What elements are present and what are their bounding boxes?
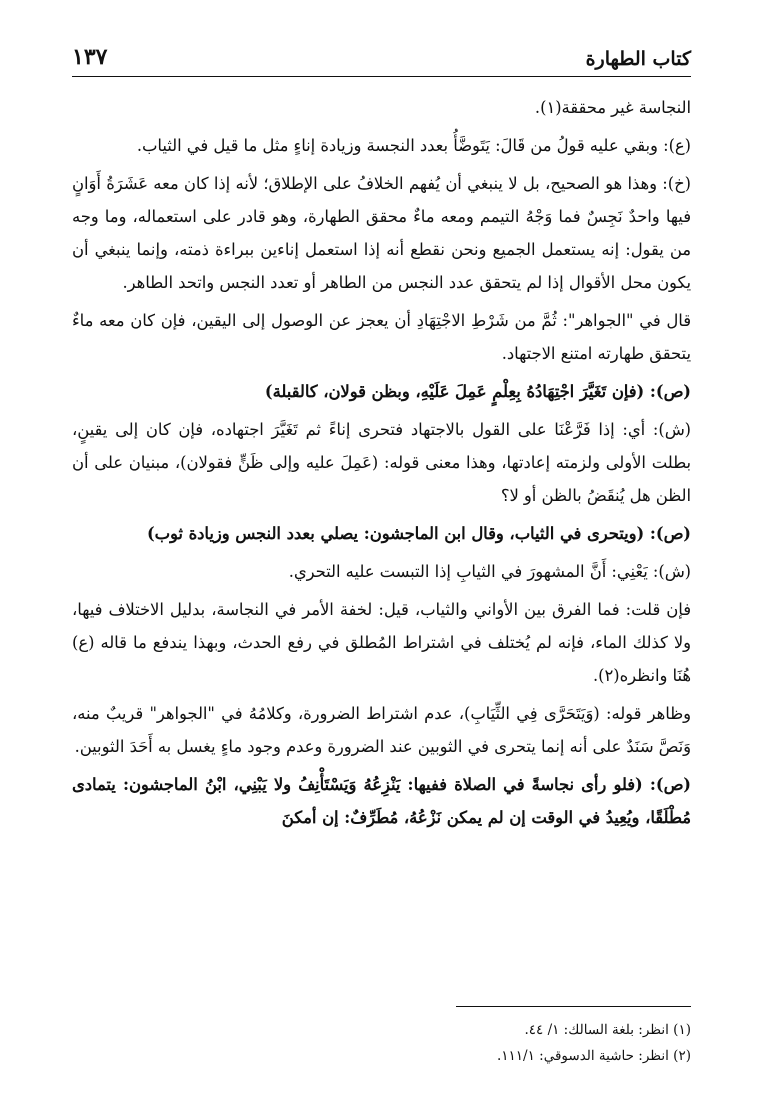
page-number: ١٣٧	[72, 44, 108, 70]
paragraph: (ص): (فإن تَغَيَّرَ اجْتِهَادُهُ بِعِلْمٍ عَمِلَ عَلَيْهِ، وبظن قولان، كالقبلة)	[264, 382, 691, 401]
paragraph: (ص): (ويتحرى في الثياب، وقال ابن الماجشون: يصلي بعدد النجس وزيادة ثوب)	[146, 524, 691, 543]
paragraph: (ع): وبقي عليه قولُ من قَالَ: يَتَوضَّأُ بعدد النجسة وزيادة إناءٍ مثل ما قيل في الثياب.	[136, 136, 691, 155]
footnote-divider	[456, 1006, 691, 1007]
paragraph: (خ): وهذا هو الصحيح، بل لا ينبغي أن يُفهم الخلافُ على الإطلاق؛ لأنه إذا كان معه عَشَرَةُ أَوَانٍ فيها واحدٌ نَجِسٌ فما وَجْهُ التيمم ومعه ماءٌ محقق الطهارة، وهو قادر على استعماله، وما وجه من يقول: إنه يستعمل الجميع ونحن نقطع أنه إذا استعمل إناءين ببراءة ذمته، وإنما ينبغي أن يكون محل الأقوال إذا لم يتحقق عدد النجس من الطاهر أو تعدد النجس واتحد الطاهر.	[72, 174, 691, 292]
footnotes	[72, 1006, 691, 1069]
paragraph: قال في "الجواهر": ثُمَّ من شَرْطِ الاجْتِهَادِ أن يعجز عن الوصول إلى اليقين، فإن كان معه ماءٌ يتحقق طهارته امتنع الاجتهاد.	[72, 311, 691, 363]
footnote: (٢) انظر: حاشية الدسوقي: ١١١/١.	[497, 1048, 691, 1064]
running-header	[72, 44, 691, 77]
paragraph: النجاسة غير محققة(١).	[534, 98, 691, 117]
paragraph: (ص): (فلو رأى نجاسةً في الصلاة ففيها: يَنْزِعُهُ وَيَسْتَأْنِفُ ولا يَبْنِي، ابْنُ الماجشون: يتمادى مُطْلَقًا، ويُعِيدُ في الوقت إن لم يمكن نَزْعُهُ، مُطَرِّفٌ: إن أمكنَ	[72, 775, 691, 827]
paragraph: وظاهر قوله: (وَيَتَحَرَّى فِي الثِّيَابِ)، عدم اشتراط الضرورة، وكلامُهُ في "الجواهر" قريبٌ منه، وَنَصَّ سَنَدٌ على أنه إنما يتحرى في الثوبين عند الضرورة وعدم وجود ماءٍ يغسل به أَحَدَ الثوبين.	[72, 704, 691, 756]
paragraph: (ش): أي: إذا فَرَّعْنَا على القول بالاجتهاد فتحرى إناءً ثم تَغَيَّرَ اجتهاده، فإن كان إلى يقينٍ، بطلت الأولى ولزمته إعادتها، وهذا معنى قوله: (عَمِلَ عليه وإلى ظَنٍّ فقولان)، مبنيان على أن الظن هل يُنقَضُ بالظن أو لا؟	[72, 420, 691, 505]
footnote: (١) انظر: بلغة السالك: ١/ ٤٤.	[524, 1022, 691, 1038]
paragraph: فإن قلت: فما الفرق بين الأواني والثياب، قيل: لخفة الأمر في النجاسة، بدليل الاختلاف فيها، ولا كذلك الماء، فإنه لم يُختلف في اشتراط المُطلق في رفع الحدث، وبهذا يندفع ما قاله (ع) هُنَا وانظره(٢).	[72, 600, 691, 685]
main-text	[72, 91, 691, 834]
chapter-title: كتاب الطهارة	[585, 48, 691, 70]
paragraph: (ش): يَعْنِي: أَنَّ المشهورَ في الثيابِ إذا التبست عليه التحري.	[288, 562, 691, 581]
